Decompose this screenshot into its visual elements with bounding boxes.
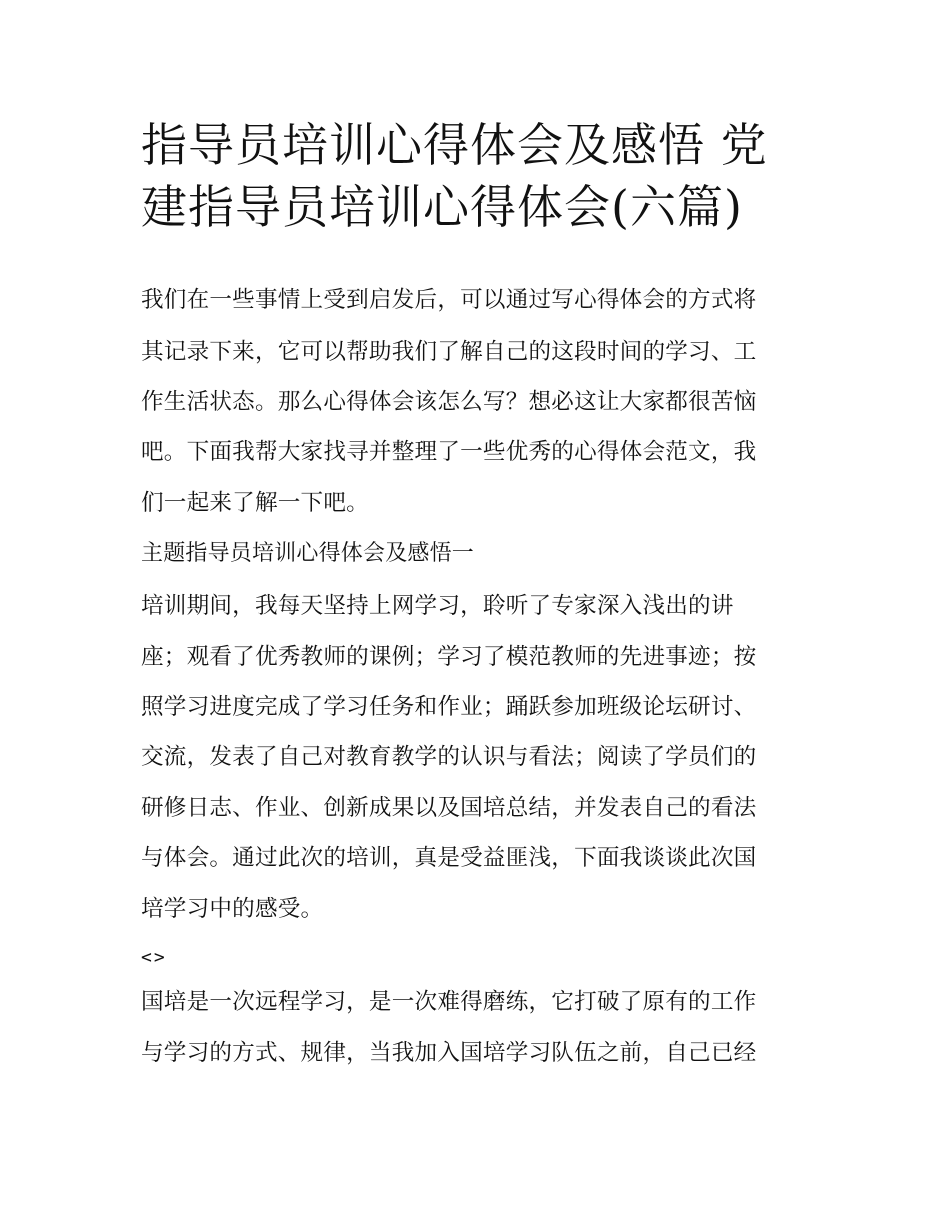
- document-title: [141, 114, 821, 238]
- intro-line-3: 作生活状态。那么心得体会该怎么写？想必这让大家都很苦恼: [141, 389, 757, 415]
- intro-line-2: 其记录下来，它可以帮助我们了解自己的这段时间的学习、工: [141, 339, 757, 365]
- title-line-1: 指导员培训心得体会及感悟 党: [141, 118, 768, 172]
- intro-line-4: 吧。下面我帮大家找寻并整理了一些优秀的心得体会范文，我: [141, 439, 757, 465]
- section-line-4: 交流，发表了自己对教育教学的认识与看法；阅读了学员们的: [141, 744, 757, 770]
- closing-line-1: 国培是一次远程学习，是一次难得磨练，它打破了原有的工作: [141, 989, 757, 1015]
- intro-line-5: 们一起来了解一下吧。: [141, 490, 369, 516]
- section-line-6: 与体会。通过此次的培训，真是受益匪浅，下面我谈谈此次国: [141, 845, 757, 871]
- section-line-2: 座；观看了优秀教师的课例；学习了模范教师的先进事迹；按: [141, 644, 757, 670]
- title-line-2: 建指导员培训心得体会(六篇): [141, 180, 743, 234]
- closing-line-2: 与学习的方式、规律，当我加入国培学习队伍之前，自己已经: [141, 1040, 757, 1066]
- section-line-3: 照学习进度完成了学习任务和作业；踊跃参加班级论坛研讨、: [141, 694, 757, 720]
- intro-line-1: 我们在一些事情上受到启发后，可以通过写心得体会的方式将: [141, 287, 757, 313]
- section-line-1: 培训期间，我每天坚持上网学习，聆听了专家深入浅出的讲: [141, 593, 734, 619]
- separator-mark: <>: [141, 947, 167, 968]
- section-line-5: 研修日志、作业、创新成果以及国培总结，并发表自己的看法: [141, 795, 757, 821]
- section-heading: 主题指导员培训心得体会及感悟一: [141, 541, 475, 566]
- section-line-7: 培学习中的感受。: [141, 896, 324, 922]
